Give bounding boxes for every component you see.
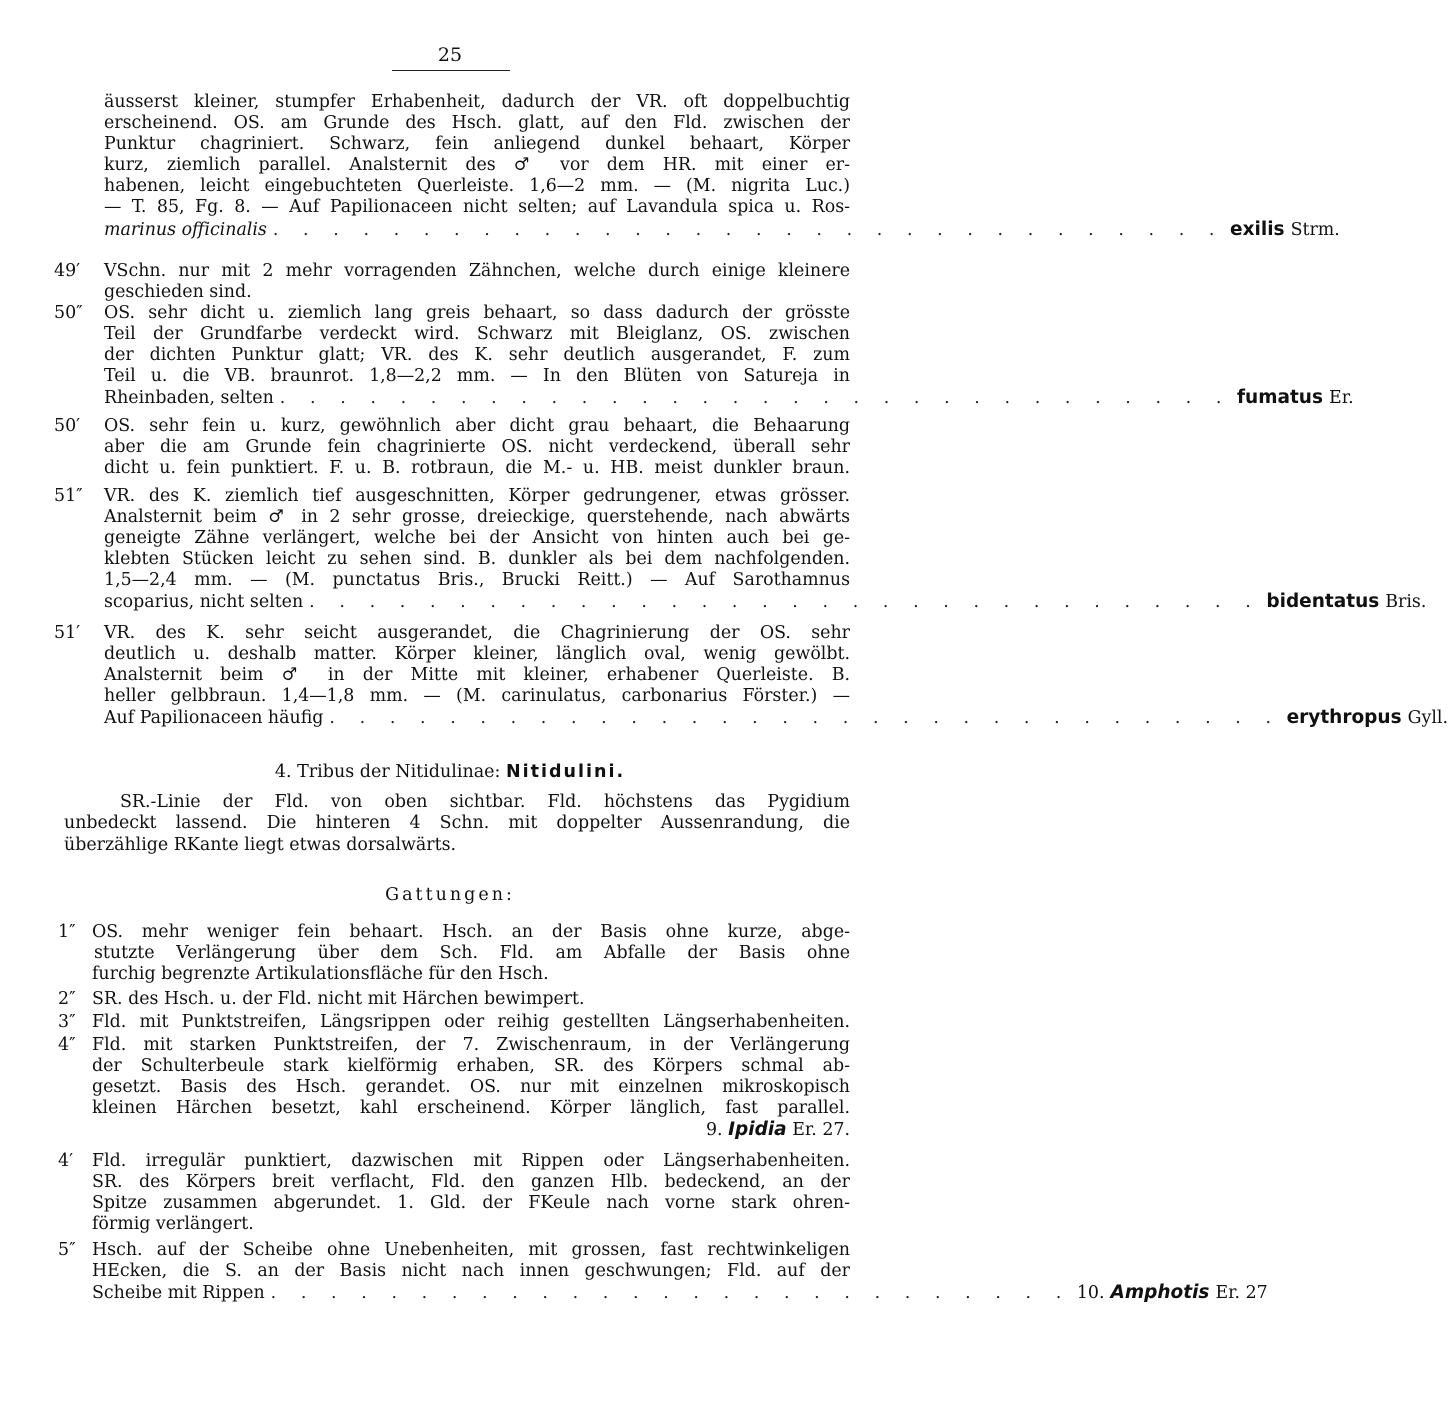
text-line: stutzte Verlängerung über dem Sch. Fld. am Abfalle der Basis ohne	[94, 943, 850, 964]
species-author: Bris.	[1385, 592, 1427, 613]
text-line: unbedeckt lassend. Die hinteren 4 Schn. mit doppelter Aussenrandung, die	[64, 813, 850, 834]
key-entry-50b	[54, 416, 850, 479]
key-number: 51″	[54, 486, 83, 506]
gattungen-heading: Gattungen:	[385, 885, 515, 905]
text-line: VR. des K. sehr seicht ausgerandet, die Chagrinierung der OS. sehr	[104, 623, 850, 643]
species-name: bidentatus	[1266, 591, 1380, 613]
text-line: Teil u. die VB. braunrot. 1,8—2,2 mm. — In den Blüten von Satureja in	[104, 366, 850, 387]
text-line: SR. des Körpers breit verflacht, Fld. den ganzen Hlb. bedeckend, an der	[92, 1172, 850, 1193]
text-line: Teil der Grundfarbe verdeckt wird. Schwarz mit Bleiglanz, OS. zwischen	[104, 324, 850, 345]
genus-name: Amphotis	[1110, 1282, 1210, 1304]
tribus-heading	[0, 762, 900, 782]
text-line: überzählige RKante liegt etwas dorsalwärts.	[64, 834, 457, 855]
genus-number: 9.	[705, 1120, 723, 1141]
genus-key-4b	[58, 1151, 850, 1235]
page-number-rule	[392, 70, 510, 71]
key-number: 50″	[54, 303, 83, 323]
key-number: 1″	[58, 922, 76, 942]
entry-last-line	[104, 387, 1354, 409]
text-line: deutlich u. deshalb matter. Körper kleiner, länglich oval, wenig gewölbt.	[104, 644, 850, 665]
text-line: SR.-Linie der Fld. von oben sichtbar. Fld. höchstens das Pygidium	[120, 792, 850, 812]
genus-reference: Er. 27.	[792, 1120, 850, 1141]
text-line: OS. sehr fein u. kurz, gewöhnlich aber dicht grau behaart, die Behaarung	[104, 416, 850, 436]
text-line: heller gelbbraun. 1,4—1,8 mm. — (M. carinulatus, carbonarius Förster.) —	[104, 686, 850, 707]
text-line: gesetzt. Basis des Hsch. gerandet. OS. nur mit einzelnen mikroskopisch	[92, 1077, 850, 1098]
text-line: OS. mehr weniger fein behaart. Hsch. an der Basis ohne kurze, abge-	[92, 922, 850, 942]
text-line: SR. des Hsch. u. der Fld. nicht mit Härchen bewimpert.	[92, 989, 585, 1009]
text-line: der Schulterbeule stark kielförmig erhaben, SR. des Körpers schmal ab-	[92, 1056, 850, 1077]
key-entry-erythropus	[54, 623, 1448, 729]
text-line: 1,5—2,4 mm. — (M. punctatus Bris., Brucki Reitt.) — Auf Sarothamnus	[104, 570, 850, 591]
text-line: marinus officinalis	[104, 219, 267, 240]
leader-dots: . . . . . . . . . . . . . . . . . . . . . . . . . . . . . . . .	[279, 388, 1231, 409]
species-author: Strm.	[1290, 219, 1340, 240]
text-line: kurz, ziemlich parallel. Analsternit des ♂ vor dem HR. mit einer er-	[104, 155, 850, 176]
species-name: exilis	[1230, 218, 1285, 240]
key-number: 49′	[54, 261, 81, 281]
text-line: Scheibe mit Rippen	[92, 1283, 265, 1304]
text-line: Spitze zusammen abgerundet. 1. Gld. der FKeule nach vorne stark ohren-	[92, 1193, 850, 1214]
text-line: Hsch. auf der Scheibe ohne Unebenheiten, mit grossen, fast rechtwinkeligen	[92, 1240, 850, 1260]
leader-dots: . . . . . . . . . . . . . . . . . . . . . . . . . . . . . . . .	[329, 708, 1281, 729]
entry-last-line	[104, 591, 1427, 613]
text-line: — T. 85, Fg. 8. — Auf Papilionaceen nicht selten; auf Lavandula spica u. Ros-	[104, 197, 850, 218]
entry-last-line	[104, 707, 1448, 729]
genus-reference: Er. 27	[1215, 1283, 1268, 1304]
text-line: Analsternit beim ♂ in 2 sehr grosse, dreieckige, querstehende, nach abwärts	[104, 507, 850, 528]
tribus-description	[64, 792, 850, 856]
genus-result	[92, 1119, 850, 1141]
text-line: furchig begrenzte Artikulationsfläche für den Hsch.	[92, 964, 549, 985]
text-line: förmig verlängert.	[92, 1214, 254, 1235]
text-line: Rheinbaden, selten	[104, 388, 274, 409]
key-number: 3″	[58, 1012, 76, 1032]
species-name: fumatus	[1236, 387, 1323, 409]
genus-key-1	[58, 922, 850, 985]
key-number: 4′	[58, 1151, 74, 1171]
text-line: geschieden sind.	[104, 282, 252, 303]
text-line: der dichten Punktur glatt; VR. des K. sehr deutlich ausgerandet, F. zum	[104, 345, 850, 366]
entry-last-line	[104, 218, 1340, 241]
text-line: Punktur chagriniert. Schwarz, fein anliegend dunkel behaart, Körper	[104, 134, 850, 155]
text-line: Fld. mit Punktstreifen, Längsrippen oder reihig gestellten Längserhabenheiten.	[92, 1012, 850, 1032]
text-line: VSchn. nur mit 2 mehr vorragenden Zähnchen, welche durch einige kleinere	[104, 261, 850, 281]
genus-number: 10.	[1076, 1283, 1105, 1304]
genus-key-2	[58, 989, 850, 1010]
leader-dots: . . . . . . . . . . . . . . . . . . . . . . . . . . . . . . . .	[309, 592, 1261, 613]
entry-last-line	[92, 1282, 1268, 1304]
key-number: 50′	[54, 416, 81, 436]
page-number: 25	[437, 44, 463, 66]
text-line: geneigte Zähne verlängert, welche bei der Ansicht von hinten auch bei ge-	[104, 528, 850, 549]
text-line: erscheinend. OS. am Grunde des Hsch. glatt, auf den Fld. zwischen der	[104, 113, 850, 134]
text-line: HEcken, die S. an der Basis nicht nach innen geschwungen; Fld. auf der	[92, 1261, 850, 1282]
key-entry-fumatus	[54, 303, 1354, 409]
text-line: dicht u. fein punktiert. F. u. B. rotbraun, die M.- u. HB. meist dunkler braun.	[104, 458, 850, 479]
text-line: kleinen Härchen besetzt, kahl erscheinend. Körper länglich, fast parallel.	[92, 1098, 850, 1119]
genus-key-4	[58, 1035, 850, 1141]
text-line: scoparius, nicht selten	[104, 592, 304, 613]
key-number: 4″	[58, 1035, 76, 1055]
genus-key-3	[58, 1012, 850, 1033]
text-line: Fld. irregulär punktiert, dazwischen mit Rippen oder Längserhabenheiten.	[92, 1151, 850, 1171]
key-entry-bidentatus	[54, 486, 1427, 614]
text-line: Fld. mit starken Punktstreifen, der 7. Zwischenraum, in der Verlängerung	[92, 1035, 850, 1055]
text-line: äusserst kleiner, stumpfer Erhabenheit, dadurch der VR. oft doppelbuchtig	[104, 92, 850, 112]
text-line: aber die am Grunde fein chagrinierte OS. nicht verdeckend, überall sehr	[104, 437, 850, 458]
text-line: VR. des K. ziemlich tief ausgeschnitten, Körper gedrungener, etwas grösser.	[104, 486, 850, 506]
key-number: 51′	[54, 623, 81, 643]
species-name: erythropus	[1286, 707, 1402, 729]
tribus-name: Nitidulini.	[506, 762, 626, 782]
key-number: 2″	[58, 989, 76, 1009]
key-entry-exilis	[104, 92, 1340, 241]
text-line: habenen, leicht eingebuchteten Querleiste. 1,6—2 mm. — (M. nigrita Luc.)	[104, 176, 850, 197]
text-line: OS. sehr dicht u. ziemlich lang greis behaart, so dass dadurch der grösste	[104, 303, 850, 323]
species-author: Er.	[1329, 388, 1354, 409]
genus-key-5	[58, 1240, 1268, 1304]
text-line: Analsternit beim ♂ in der Mitte mit kleiner, erhabener Querleiste. B.	[104, 665, 850, 686]
genus-name: Ipidia	[728, 1119, 787, 1141]
key-number: 5″	[58, 1240, 76, 1260]
key-entry-49b	[54, 261, 850, 303]
text-line: Auf Papilionaceen häufig	[104, 708, 324, 729]
text-line: klebten Stücken leicht zu sehen sind. B. dunkler als bei dem nachfolgenden.	[104, 549, 850, 570]
leader-dots: . . . . . . . . . . . . . . . . . . . . . . . . . . .	[270, 1283, 1071, 1304]
leader-dots: . . . . . . . . . . . . . . . . . . . . . . . . . . . . . . . .	[272, 219, 1225, 240]
species-author: Gyll.	[1407, 708, 1448, 729]
tribus-prefix: 4. Tribus der Nitidulinae:	[274, 762, 501, 782]
